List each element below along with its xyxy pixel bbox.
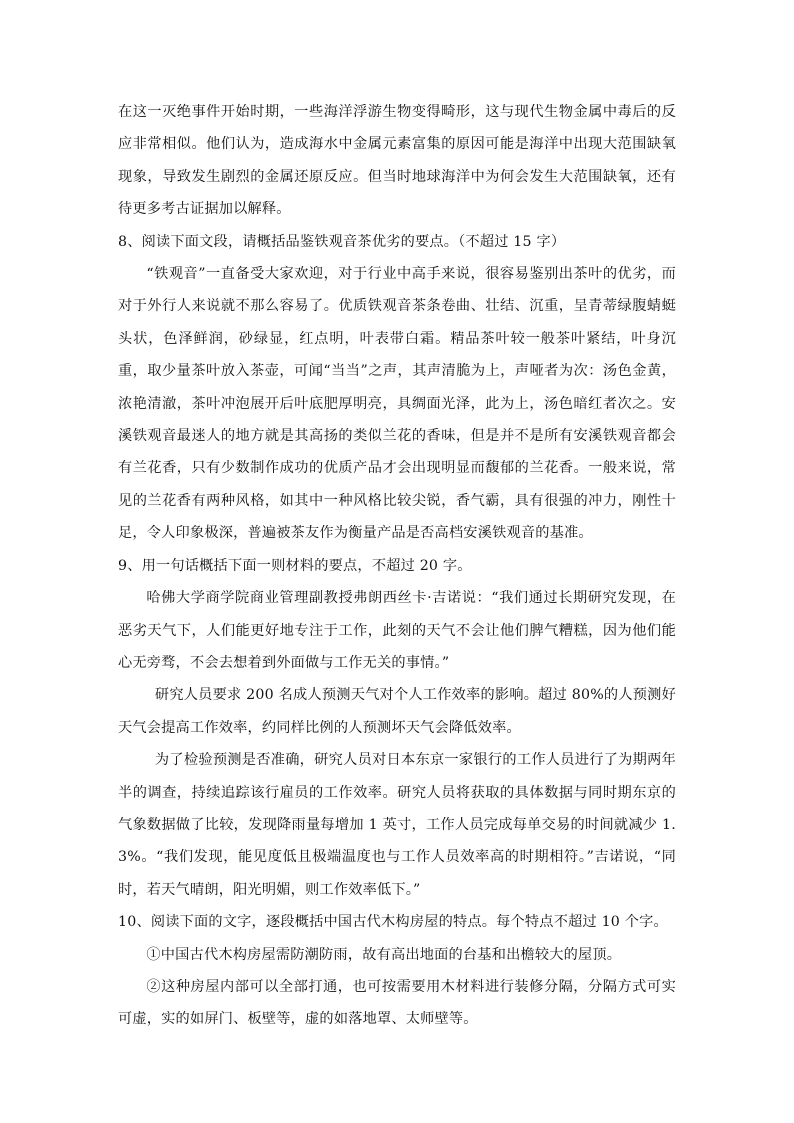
paragraph-gino-quote: 哈佛大学商学院商业管理副教授弗朗西丝卡·吉诺说：“我们通过长期研究发现，在恶劣天气下，人们能更好地专注于工作，此刻的天气不会让他们脾气糟糕，因为他们能心无旁骛，不会去想着到外面做与工作无关的事情。”	[118, 590, 676, 671]
paragraph-feature-2: ②这种房屋内部可以全部打通，也可按需要用木材料进行装修分隔，分隔方式可实可虚，实的如屏门、板壁等，虚的如落地罩、太师壁等。	[118, 978, 676, 1028]
question-10: 10、阅读下面的文字，逐段概括中国古代木构房屋的特点。每个特点不超过 10 个字。	[118, 914, 668, 931]
paragraph-feature-1: ①中国古代木构房屋需防潮防雨，故有高出地面的台基和出檐较大的屋顶。	[146, 946, 622, 963]
question-8: 8、阅读下面文段，请概括品鉴铁观音茶优劣的要点。（不超过 15 字）	[118, 233, 566, 250]
question-9: 9、用一句话概括下面一则材料的要点，不超过 20 字。	[118, 557, 472, 574]
paragraph-tokyo-study: 为了检验预测是否准确，研究人员对日本东京一家银行的工作人员进行了为期两年半的调查，持续追踪该行雇员的工作效率。研究人员将获取的具体数据与同时期东京的气象数据做了比较，发现降雨量每增加 1 英寸，工作人员完成每单交易的时间就减少 1.3%。“我们发现，能见度低且极端温度也与工作人员效率高的时期相符。”吉诺说，“同时，若天气晴朗，阳光明媚，则工作效率低下。”	[118, 752, 676, 898]
paragraph-tieguanyin: “铁观音”一直备受大家欢迎，对于行业中高手来说，很容易鉴别出茶叶的优劣，而对于外行人来说就不那么容易了。优质铁观音茶条卷曲、壮结、沉重，呈青蒂绿腹蜻蜓头状，色泽鲜润，砂绿显，红点明，叶表带白霜。精品茶叶较一般茶叶紧结，叶身沉重，取少量茶叶放入茶壶，可闻“当当”之声，其声清脆为上，声哑者为次：汤色金黄，浓艳清澈，茶叶冲泡展开后叶底肥厚明亮，具绸面光泽，此为上，汤色暗红者次之。安溪铁观音最迷人的地方就是其高扬的类似兰花的香味，但是并不是所有安溪铁观音都会有兰花香，只有少数制作成功的优质产品才会出现明显而馥郁的兰花香。一般来说，常见的兰花香有两种风格，如其中一种风格比较尖锐，香气霸，具有很强的冲力，刚性十足，令人印象极深，普遍被茶友作为衡量产品是否高档安溪铁观音的基准。	[118, 266, 676, 542]
paragraph-prediction: 研究人员要求 200 名成人预测天气对个人工作效率的影响。超过 80%的人预测好天气会提高工作效率，约同样比例的人预测坏天气会降低效率。	[118, 687, 676, 736]
paragraph-extinction: 在这一灭绝事件开始时期，一些海洋浮游生物变得畸形，这与现代生物金属中毒后的反应非常相似。他们认为，造成海水中金属元素富集的原因可能是海洋中出现大范围缺氧现象，导致发生剧烈的金属还原反应。但当时地球海洋中为何会发生大范围缺氧，还有待更多考古证据加以解释。	[118, 104, 676, 218]
document-page	[118, 96, 676, 1036]
